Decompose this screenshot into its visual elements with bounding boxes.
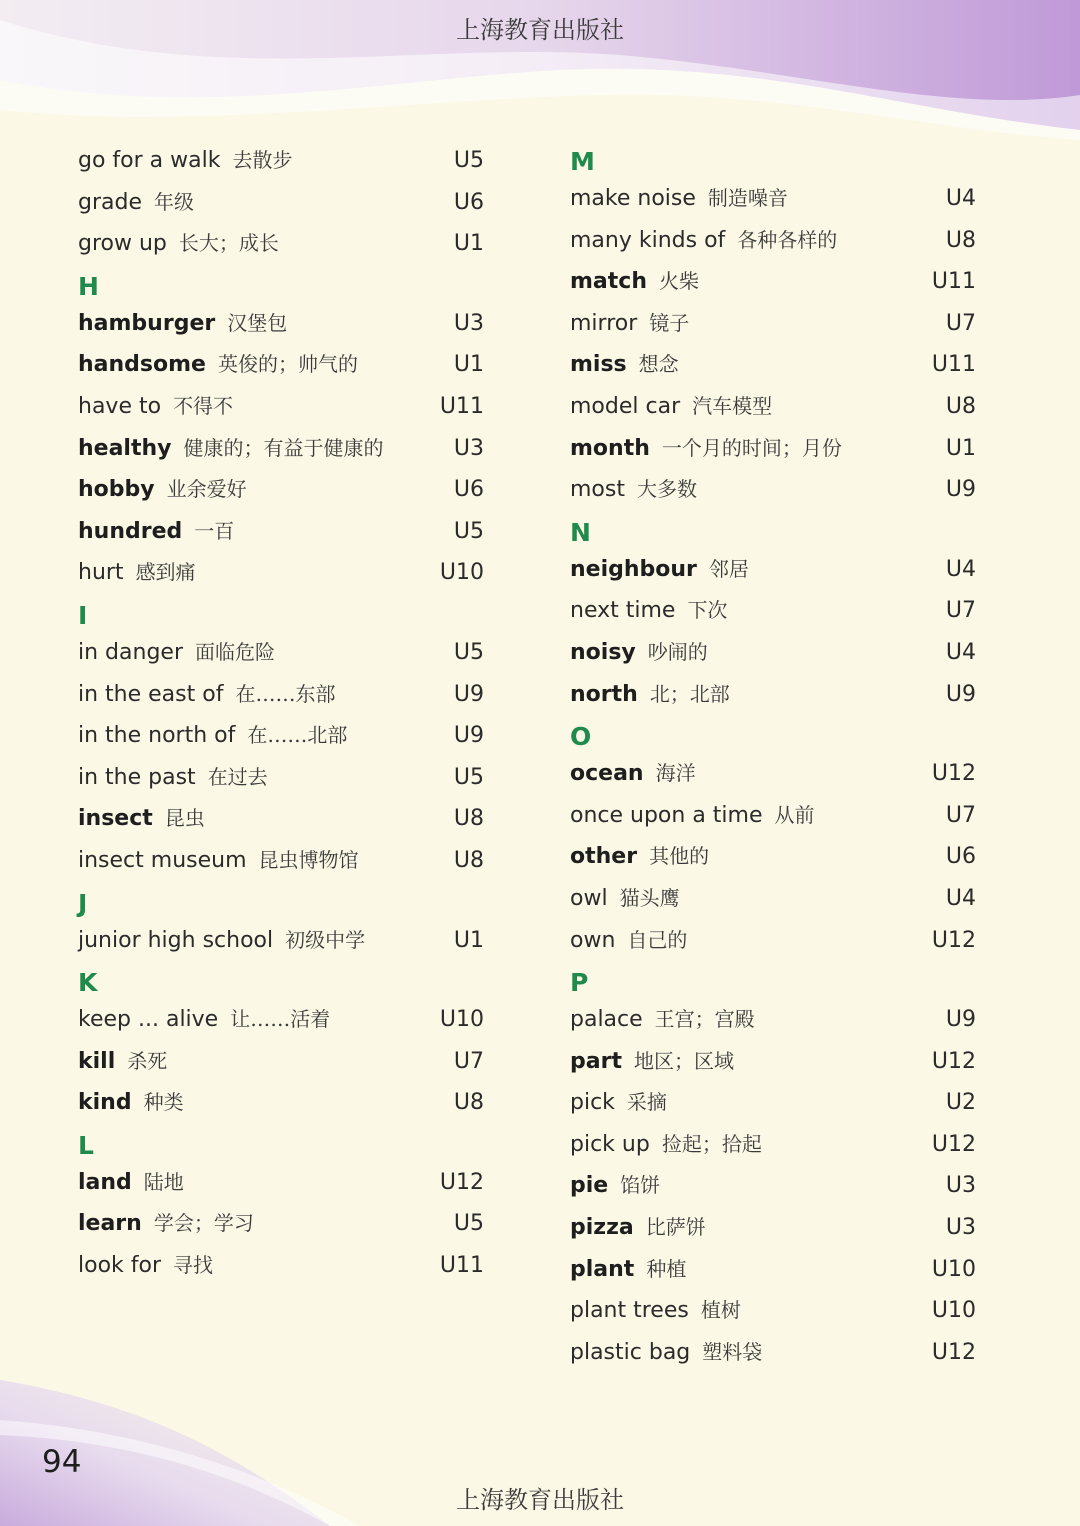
section-letter-k: K xyxy=(78,968,98,998)
entry-word: neighbour xyxy=(570,556,697,582)
entry-word: kill xyxy=(78,1048,116,1074)
entry-meaning: 自己的 xyxy=(627,927,688,952)
entry-unit: U9 xyxy=(945,477,976,503)
glossary-entry xyxy=(78,223,484,265)
entry-unit: U12 xyxy=(931,761,976,787)
entry-word: hundred xyxy=(78,518,183,544)
entry-word: plant trees xyxy=(570,1298,689,1324)
entry-word: hobby xyxy=(78,477,155,503)
entry-meaning: 从前 xyxy=(774,802,815,827)
entry-word: once upon a time xyxy=(570,802,763,828)
entry-meaning: 大多数 xyxy=(636,477,697,502)
entry-meaning: 邻居 xyxy=(708,556,749,581)
entry-meaning: 火柴 xyxy=(659,269,699,294)
entry-word: model car xyxy=(570,393,681,419)
entry-unit: U5 xyxy=(453,518,484,544)
entry-unit: U5 xyxy=(453,639,484,665)
entry-meaning: 业余爱好 xyxy=(166,477,247,502)
entry-word: mirror xyxy=(570,310,638,336)
entry-unit: U5 xyxy=(453,1211,484,1237)
entry-meaning: 在过去 xyxy=(207,764,268,789)
entry-word: palace xyxy=(570,1007,643,1033)
entry-unit: U12 xyxy=(931,927,976,953)
glossary-entry xyxy=(78,552,484,594)
glossary-entry xyxy=(570,1249,976,1291)
entry-meaning: 王宫；宫殿 xyxy=(654,1007,755,1032)
entry-word: pie xyxy=(570,1173,609,1199)
entry-unit: U9 xyxy=(453,681,484,707)
entry-meaning: 长大；成长 xyxy=(178,231,279,256)
glossary-left-column xyxy=(78,140,484,1287)
entry-meaning: 昆虫博物馆 xyxy=(258,847,359,872)
glossary-entry xyxy=(78,469,484,511)
entry-unit: U11 xyxy=(439,1253,484,1279)
entry-word: in the past xyxy=(78,764,196,790)
entry-word: kind xyxy=(78,1090,132,1116)
entry-meaning: 英俊的；帅气的 xyxy=(217,352,358,377)
entry-word: match xyxy=(570,269,647,295)
glossary-entry xyxy=(78,674,484,716)
entry-unit: U1 xyxy=(453,352,484,378)
entry-word: handsome xyxy=(78,352,206,378)
entry-word: month xyxy=(570,435,650,461)
entry-meaning: 塑料袋 xyxy=(702,1339,763,1364)
entry-meaning: 其他的 xyxy=(649,844,710,869)
glossary-entry xyxy=(570,590,976,632)
glossary-entry xyxy=(570,795,976,837)
glossary-right-column xyxy=(570,140,976,1373)
glossary-entry xyxy=(78,1082,484,1124)
section-letter-n: N xyxy=(570,517,591,547)
entry-unit: U8 xyxy=(945,393,976,419)
entry-unit: U8 xyxy=(453,847,484,873)
entry-unit: U5 xyxy=(453,764,484,790)
glossary-entry xyxy=(570,836,976,878)
entry-unit: U10 xyxy=(931,1256,976,1282)
entry-meaning: 汽车模型 xyxy=(692,393,773,418)
glossary-entry xyxy=(570,878,976,920)
entry-word: north xyxy=(570,681,638,707)
entry-unit: U10 xyxy=(931,1298,976,1324)
entry-word: owl xyxy=(570,885,608,911)
glossary-entry xyxy=(78,798,484,840)
entry-meaning: 让……活着 xyxy=(230,1007,331,1032)
glossary-entry xyxy=(78,632,484,674)
entry-word: junior high school xyxy=(78,927,274,953)
glossary-entry xyxy=(570,1041,976,1083)
entry-meaning: 猫头鹰 xyxy=(619,885,680,910)
entry-word: have to xyxy=(78,393,162,419)
entry-meaning: 制造噪音 xyxy=(707,186,788,210)
section-letter-l: L xyxy=(78,1130,94,1160)
entry-unit: U11 xyxy=(931,352,976,378)
entry-meaning: 想念 xyxy=(638,352,679,377)
entry-unit: U11 xyxy=(931,269,976,295)
entry-word: keep ... alive xyxy=(78,1007,219,1033)
glossary-entry xyxy=(570,674,976,716)
entry-meaning: 感到痛 xyxy=(135,560,196,585)
entry-unit: U4 xyxy=(945,885,976,911)
entry-word: look for xyxy=(78,1253,162,1279)
entry-unit: U6 xyxy=(945,844,976,870)
entry-word: insect xyxy=(78,806,153,832)
section-letter-p: P xyxy=(570,968,589,998)
publisher-header: 上海教育出版社 xyxy=(456,16,624,44)
section-letter-i: I xyxy=(78,600,88,630)
glossary-entry xyxy=(78,1245,484,1287)
entry-word: pizza xyxy=(570,1215,634,1241)
entry-word: pick up xyxy=(570,1131,650,1157)
entry-unit: U5 xyxy=(453,148,484,173)
glossary-entry xyxy=(570,549,976,591)
section-letter-o: O xyxy=(570,722,592,752)
glossary-entry xyxy=(570,344,976,386)
glossary-entry xyxy=(570,261,976,303)
entry-meaning: 下次 xyxy=(687,598,728,623)
entry-word: part xyxy=(570,1048,622,1074)
glossary-entry xyxy=(570,1165,976,1207)
entry-unit: U8 xyxy=(945,227,976,253)
entry-unit: U7 xyxy=(945,802,976,828)
entry-meaning: 杀死 xyxy=(127,1048,168,1073)
glossary-entry xyxy=(570,428,976,470)
entry-meaning: 去散步 xyxy=(232,148,293,172)
section-letter-m: M xyxy=(570,147,595,176)
entry-meaning: 汉堡包 xyxy=(227,310,288,335)
entry-word: healthy xyxy=(78,435,172,461)
entry-meaning: 在……北部 xyxy=(247,723,348,748)
publisher-footer: 上海教育出版社 xyxy=(456,1486,624,1514)
entry-unit: U9 xyxy=(945,681,976,707)
entry-unit: U10 xyxy=(439,1007,484,1033)
entry-word: noisy xyxy=(570,639,636,665)
entry-unit: U4 xyxy=(945,639,976,665)
entry-unit: U12 xyxy=(931,1131,976,1157)
entry-unit: U7 xyxy=(945,310,976,336)
entry-word: grade xyxy=(78,189,142,215)
glossary-entry xyxy=(570,220,976,262)
entry-unit: U7 xyxy=(453,1048,484,1074)
glossary-entry xyxy=(570,178,976,220)
entry-meaning: 各种各样的 xyxy=(737,227,838,252)
entry-unit: U6 xyxy=(453,477,484,503)
glossary-entry xyxy=(78,1203,484,1245)
glossary-entry xyxy=(78,511,484,553)
entry-unit: U12 xyxy=(931,1048,976,1074)
entry-word: plastic bag xyxy=(570,1339,691,1365)
entry-word: pick xyxy=(570,1090,615,1116)
entry-meaning: 初级中学 xyxy=(285,927,366,952)
entry-word: make noise xyxy=(570,186,696,211)
entry-meaning: 种类 xyxy=(143,1090,184,1115)
entry-meaning: 面临危险 xyxy=(194,639,275,664)
entry-meaning: 年级 xyxy=(154,189,194,214)
entry-word: grow up xyxy=(78,231,167,257)
entry-word: in danger xyxy=(78,639,183,665)
entry-unit: U8 xyxy=(453,1090,484,1116)
glossary-entry xyxy=(78,1041,484,1083)
entry-unit: U10 xyxy=(439,560,484,586)
entry-unit: U12 xyxy=(931,1339,976,1365)
entry-unit: U6 xyxy=(453,189,484,215)
entry-unit: U2 xyxy=(945,1090,976,1116)
glossary-entry xyxy=(570,1124,976,1166)
entry-unit: U3 xyxy=(453,310,484,336)
entry-meaning: 一个月的时间；月份 xyxy=(661,435,842,460)
entry-unit: U3 xyxy=(945,1215,976,1241)
entry-word: miss xyxy=(570,352,627,378)
entry-word: learn xyxy=(78,1211,142,1237)
entry-word: go for a walk xyxy=(78,148,221,173)
glossary-entry xyxy=(570,753,976,795)
glossary-entry xyxy=(570,386,976,428)
entry-unit: U9 xyxy=(945,1007,976,1033)
entry-word: insect museum xyxy=(78,847,247,873)
entry-meaning: 学会；学习 xyxy=(153,1211,254,1236)
glossary-entry xyxy=(570,920,976,962)
glossary-entry xyxy=(78,140,484,182)
glossary-entry xyxy=(78,303,484,345)
entry-meaning: 海洋 xyxy=(655,761,696,786)
entry-meaning: 北；北部 xyxy=(649,681,730,706)
entry-unit: U1 xyxy=(453,927,484,953)
entry-meaning: 在……东部 xyxy=(235,681,336,706)
glossary-entry xyxy=(78,428,484,470)
entry-meaning: 寻找 xyxy=(173,1253,214,1278)
entry-meaning: 地区；区域 xyxy=(633,1048,734,1073)
glossary-entry xyxy=(78,920,484,962)
glossary-entry xyxy=(570,1290,976,1332)
glossary-entry xyxy=(78,999,484,1041)
glossary-entry xyxy=(570,632,976,674)
glossary-entry xyxy=(78,840,484,882)
glossary-entry xyxy=(78,757,484,799)
entry-word: hurt xyxy=(78,560,124,586)
glossary-entry xyxy=(570,999,976,1041)
glossary-entry xyxy=(78,715,484,757)
entry-meaning: 昆虫 xyxy=(164,806,205,831)
glossary-entry xyxy=(78,344,484,386)
entry-meaning: 不得不 xyxy=(173,393,234,418)
entry-unit: U1 xyxy=(945,435,976,461)
glossary-entry xyxy=(570,1207,976,1249)
entry-meaning: 镜子 xyxy=(649,310,690,335)
glossary-entry xyxy=(78,182,484,224)
entry-unit: U3 xyxy=(945,1173,976,1199)
entry-word: plant xyxy=(570,1256,635,1282)
section-letter-h: H xyxy=(78,271,99,301)
entry-word: next time xyxy=(570,598,676,624)
glossary-entry xyxy=(570,1332,976,1374)
entry-meaning: 植树 xyxy=(700,1298,741,1323)
glossary-entry xyxy=(570,469,976,511)
entry-unit: U4 xyxy=(945,186,976,211)
page-number: 94 xyxy=(42,1444,82,1480)
glossary-entry xyxy=(570,303,976,345)
entry-unit: U3 xyxy=(453,435,484,461)
entry-unit: U7 xyxy=(945,598,976,624)
entry-meaning: 吵闹的 xyxy=(647,639,708,664)
entry-unit: U11 xyxy=(439,393,484,419)
entry-word: hamburger xyxy=(78,310,216,336)
entry-word: own xyxy=(570,927,616,953)
entry-word: in the east of xyxy=(78,681,224,707)
glossary-entry xyxy=(78,1162,484,1204)
entry-unit: U12 xyxy=(439,1169,484,1195)
entry-word: many kinds of xyxy=(570,227,726,253)
entry-word: most xyxy=(570,477,625,503)
entry-meaning: 种植 xyxy=(646,1256,687,1281)
entry-word: other xyxy=(570,844,638,870)
entry-word: ocean xyxy=(570,761,644,787)
entry-word: in the north of xyxy=(78,723,236,749)
entry-meaning: 陆地 xyxy=(143,1169,184,1194)
entry-unit: U1 xyxy=(453,231,484,257)
glossary-entry xyxy=(78,386,484,428)
entry-meaning: 一百 xyxy=(194,518,235,543)
entry-unit: U9 xyxy=(453,723,484,749)
entry-meaning: 健康的；有益于健康的 xyxy=(183,435,384,460)
entry-unit: U8 xyxy=(453,806,484,832)
entry-meaning: 捡起；拾起 xyxy=(661,1131,762,1156)
entry-meaning: 比萨饼 xyxy=(645,1215,706,1240)
entry-meaning: 采摘 xyxy=(626,1090,667,1115)
entry-meaning: 馅饼 xyxy=(620,1173,661,1198)
section-letter-j: J xyxy=(78,888,88,918)
entry-word: land xyxy=(78,1169,132,1195)
glossary-entry xyxy=(570,1082,976,1124)
entry-unit: U4 xyxy=(945,556,976,582)
